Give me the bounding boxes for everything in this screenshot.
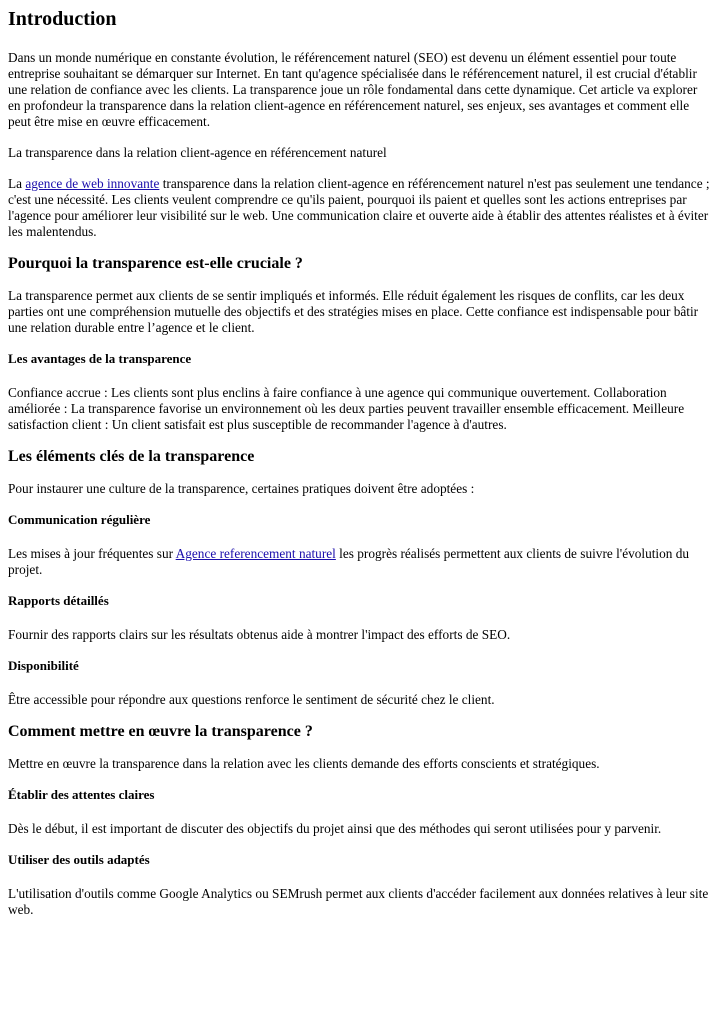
heading-introduction: Introduction bbox=[8, 8, 117, 30]
paragraph-comment: Mettre en œuvre la transparence dans la relation avec les clients demande des efforts conscients et stratégiques. bbox=[8, 756, 600, 771]
heading-attentes: Établir des attentes claires bbox=[8, 787, 155, 802]
heading-avantages: Les avantages de la transparence bbox=[8, 351, 192, 366]
heading-pourquoi: Pourquoi la transparence est-elle cruciale ? bbox=[8, 255, 303, 272]
paragraph-comm-before: Les mises à jour fréquentes sur bbox=[8, 546, 176, 561]
heading-disponibilite: Disponibilité bbox=[8, 658, 79, 673]
heading-outils: Utiliser des outils adaptés bbox=[8, 852, 150, 867]
paragraph-rapports: Fournir des rapports clairs sur les résultats obtenus aide à montrer l'impact des efforts de SEO. bbox=[8, 627, 511, 642]
article bbox=[0, 8, 720, 918]
paragraph-elements: Pour instaurer une culture de la transparence, certaines pratiques doivent être adoptées : bbox=[8, 481, 475, 496]
paragraph-avantages: Confiance accrue : Les clients sont plus enclins à faire confiance à une agence qui communique ouvertement. Collaboration améliorée : La transparence favorise un environnement où les deux parties peuvent travailler ensemble efficacement. Meilleure satisfaction client : Un client satisfait est plus susceptible de recommander l'agence à d'autres. bbox=[8, 385, 685, 432]
link-agence-referencement[interactable]: Agence referencement naturel bbox=[175, 546, 336, 561]
paragraph-comm-after: les progrès réalisés permettent aux clients de suivre l'évolution du projet. bbox=[8, 546, 690, 577]
paragraph-outils: L'utilisation d'outils comme Google Analytics ou SEMrush permet aux clients d'accéder facilement aux données relatives à leur site web. bbox=[8, 886, 709, 917]
link-agence-web-innovante[interactable]: agence de web innovante bbox=[25, 176, 160, 191]
paragraph-disponibilite: Être accessible pour répondre aux questions renforce le sentiment de sécurité chez le client. bbox=[8, 692, 495, 707]
paragraph-agence-before: La bbox=[8, 176, 26, 191]
paragraph-communication bbox=[8, 546, 712, 578]
heading-rapports: Rapports détaillés bbox=[8, 593, 109, 608]
paragraph-attentes: Dès le début, il est important de discuter des objectifs du projet ainsi que des méthodes qui seront utilisées pour y parvenir. bbox=[8, 821, 662, 836]
paragraph-subtitle: La transparence dans la relation client-agence en référencement naturel bbox=[8, 145, 387, 160]
paragraph-agence bbox=[8, 176, 712, 240]
heading-comment: Comment mettre en œuvre la transparence ? bbox=[8, 723, 313, 740]
paragraph-intro: Dans un monde numérique en constante évolution, le référencement naturel (SEO) est devenu un élément essentiel pour toute entreprise souhaitant se démarquer sur Internet. En tant qu'agence spécialisée dans le référencement naturel, il est crucial d'établir une relation de confiance avec les clients. La transparence joue un rôle fondamental dans cette dynamique. Cet article va explorer en profondeur la transparence dans la relation client-agence en référencement naturel, ses enjeux, ses avantages et comment elle peut être mise en œuvre efficacement. bbox=[8, 50, 698, 129]
paragraph-pourquoi: La transparence permet aux clients de se sentir impliqués et informés. Elle réduit également les risques de conflits, car les deux parties ont une compréhension mutuelle des objectifs et des stratégies mises en place. Cette confiance est indispensable pour bâtir une relation durable entre l’agence et le client. bbox=[8, 288, 699, 335]
paragraph-agence-after: transparence dans la relation client-agence en référencement naturel n'est pas seulement une tendance ; c'est une nécessité. Les clients veulent comprendre ce qu'ils paient, pourquoi ils paient et quelles sont les actions entreprises par l'agence pour améliorer leur visibilité sur le web. Une communication claire et ouverte aide à établir des attentes réalistes et à éviter les malentendus. bbox=[8, 176, 710, 239]
heading-elements: Les éléments clés de la transparence bbox=[8, 448, 255, 465]
heading-communication: Communication régulière bbox=[8, 512, 151, 527]
